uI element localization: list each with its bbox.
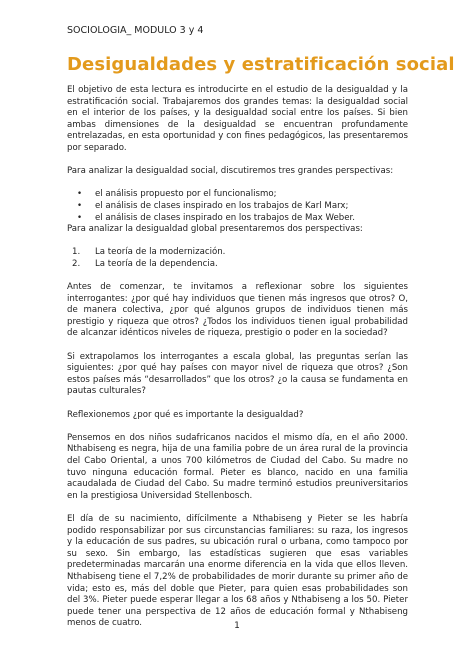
- list-item: • el análisis propuesto por el funcionalismo;: [89, 189, 408, 201]
- list-item: 2. La teoría de la dependencia.: [72, 258, 218, 269]
- global-perspectives-list: [67, 247, 408, 270]
- global-questions-paragraph: Si extrapolamos los interrogantes a escala global, las preguntas serían las siguientes: ¿por qué hay países con mayor nivel de riqueza que otros? ¿Son estos países más “desarrollados” que los otros? ¿o la causa se fundamenta en pautas culturales?: [67, 351, 408, 397]
- page-header: SOCIOLOGIA_ MODULO 3 y 4: [67, 25, 204, 36]
- document-body: [67, 85, 408, 642]
- list-item: • el análisis de clases inspirado en los trabajos de Karl Marx;: [89, 201, 408, 213]
- story-paragraph-2: El día de su nacimiento, difícilmente a Nthabiseng y Pieter se les habría podido responsabilizar por sus circunstancias familiares: su raza, los ingresos y la educación de sus padres, su ubicación rural o urbana, como tampoco por su sexo. Sin embargo, las estadísticas sugieren que esas variables predeterminadas marcarán una enorme diferencia en la vida que ellos lleven. Nthabiseng tiene el 7,2% de probabilidades de morir durante su primer año de vida; esto es, más del doble que Pieter, para quien esas probabilidades son del 3%. Pieter puede esperar llegar a los 68 años y Nthabiseng a los 50. Pieter puede tener una perspectiva de 12 años de educación formal y Nthabiseng menos de cuatro.: [67, 513, 408, 629]
- perspectives-list: [67, 189, 408, 224]
- perspectives-intro: Para analizar la desigualdad social, discutiremos tres grandes perspectivas:: [67, 166, 394, 177]
- global-intro: Para analizar la desigualdad global presentaremos dos perspectivas:: [67, 224, 363, 235]
- page-number: 1: [234, 621, 240, 631]
- intro-paragraph: El objetivo de esta lectura es introducirte en el estudio de la desigualdad y la estratificación social. Trabajaremos dos grandes temas: la desigualdad social en el interior de los países, y la desigualdad social entre los países. Si bien ambas dimensiones de la desigualdad se encuentran profundamente entrelazadas, en esta oportunidad y con fines pedagógicos, las presentaremos por separado.: [67, 85, 408, 153]
- document-title: Desigualdades y estratificación social: [67, 54, 455, 75]
- reflect-heading: Reflexionemos ¿por qué es importante la desigualdad?: [67, 409, 304, 420]
- story-paragraph-1: Pensemos en dos niños sudafricanos nacidos el mismo día, en el año 2000. Nthabiseng es negra, hija de una familia pobre de un área rural de la provincia del Cabo Oriental, a unos 700 kilómetros de Ciudad del Cabo. Su madre no tuvo ninguna educación formal. Pieter es blanco, nacido en una familia acaudalada de Ciudad del Cabo. Su madre terminó estudios preuniversitarios en la prestigiosa Universidad Stellenbosch.: [67, 432, 408, 501]
- list-item: • el análisis de clases inspirado en los trabajos de Max Weber.: [89, 213, 408, 225]
- list-item: 1. La teoría de la modernización.: [72, 247, 226, 258]
- questions-paragraph: Antes de comenzar, te invitamos a reflexionar sobre los siguientes interrogantes: ¿por qué hay individuos que tienen más ingresos que otros? O, de manera colectiva, ¿por qué algunos grupos de individuos tienen más prestigio y riqueza que otros? ¿Todos los individuos tienen igual probabilidad de alcanzar idénticos niveles de riqueza, prestigio o poder en la sociedad?: [67, 282, 408, 339]
